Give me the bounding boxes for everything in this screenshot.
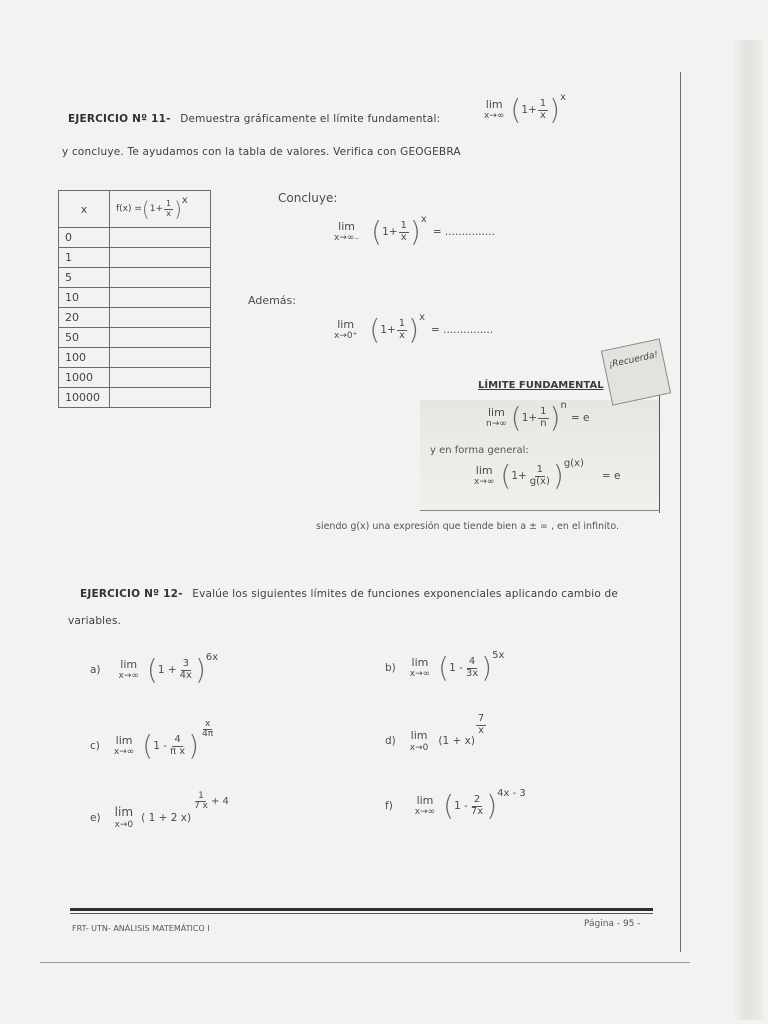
footer-rule xyxy=(70,908,653,911)
answer-blank[interactable]: = ............... xyxy=(432,226,495,238)
exercise-item-a: a) lim x→∞ ( 1 + $\frac{3}{4x}$ ) 6x xyxy=(90,652,219,686)
ex12-text: Evalúe los siguientes límites de funciones exponenciales aplicando cambio de xyxy=(192,588,619,600)
lim-label: lim x→∞ xyxy=(484,97,505,122)
table-cell-fx[interactable] xyxy=(110,308,211,328)
table-header-x: x xyxy=(59,191,110,228)
table-cell-fx[interactable] xyxy=(110,388,211,408)
table-cell-fx[interactable] xyxy=(110,368,211,388)
footer-rule xyxy=(70,913,653,914)
fundamental-title: LÍMITE FUNDAMENTAL xyxy=(478,380,604,391)
table-row-x: 10000 xyxy=(59,388,110,408)
table-row-x: 1 xyxy=(59,248,110,268)
general-form-label: y en forma general: xyxy=(430,445,529,456)
limit-to-zero-plus: lim x→0⁺ ( 1+ $\frac{1}{x}$ ) x = ............... xyxy=(334,312,494,346)
footer-course: FRT- UTN- ANÁLISIS MATEMÁTICO I xyxy=(72,924,210,933)
exercise-item-e: e) lim x→0 ( 1 + 2 x) $\frac{1}{7 x}$ + 4 xyxy=(90,791,229,830)
concluye-label: Concluye: xyxy=(278,191,338,205)
answer-blank[interactable]: = ............... xyxy=(431,324,494,336)
exercise-item-d: d) lim x→0 (1 + x) $\frac{7}{x}$ xyxy=(385,713,485,753)
table-header-fx: f(x) = ( 1+ $\frac{1}{x}$ ) x xyxy=(110,191,211,228)
page-border-right xyxy=(680,72,681,952)
box-border xyxy=(659,395,660,513)
ademas-label: Además: xyxy=(248,294,296,307)
reminder-sticky-note: ¡Recuerda! xyxy=(601,338,671,405)
ex11-heading xyxy=(68,113,440,125)
table-cell-fx[interactable] xyxy=(110,248,211,268)
ex11-limit-formula: lim x→∞ ( 1+ $\frac{1}{x}$ ) x xyxy=(484,92,567,126)
page-border-bottom xyxy=(40,962,690,963)
table-row-x: 0 xyxy=(59,228,110,248)
ex12-line2: variables. xyxy=(68,615,122,627)
table-cell-fx[interactable] xyxy=(110,328,211,348)
exercise-item-b: b) lim x→∞ ( 1 - $\frac{4}{3x}$ ) 5x xyxy=(385,650,505,684)
exercise-item-c: c) lim x→∞ ( 1 - $\frac{4}{\text{π x}}$ ) $\frac{x}{4\pi}$ xyxy=(90,719,214,762)
table-row-x: 20 xyxy=(59,308,110,328)
table-row-x: 5 xyxy=(59,268,110,288)
table-row-x: 100 xyxy=(59,348,110,368)
ex12-heading xyxy=(80,588,618,600)
box-border xyxy=(420,510,660,511)
table-cell-fx[interactable] xyxy=(110,288,211,308)
table-cell-fx[interactable] xyxy=(110,228,211,248)
fundamental-note: siendo g(x) una expresión que tiende bien a ± ∞ , en el infinito. xyxy=(316,521,620,532)
fundamental-limit-g: lim x→∞ ( 1+ $\frac{1}{g(x)}$ ) g(x) = e xyxy=(474,458,621,492)
table-row-x: 50 xyxy=(59,328,110,348)
values-table xyxy=(58,190,211,408)
ex12-label: EJERCICIO Nº 12- xyxy=(80,588,183,600)
page-number: Página - 95 - xyxy=(584,919,641,929)
ex11-line2: y concluye. Te ayudamos con la tabla de valores. Verifica con GEOGEBRA xyxy=(62,146,461,158)
table-cell-fx[interactable] xyxy=(110,268,211,288)
fundamental-limit-n: lim n→∞ ( 1+ $\frac{1}{n}$ ) n = e xyxy=(486,400,590,434)
table-cell-fx[interactable] xyxy=(110,348,211,368)
exercise-item-f: f) lim x→∞ ( 1 - $\frac{2}{7x}$ ) 4x - 3 xyxy=(385,788,526,822)
table-row-x: 1000 xyxy=(59,368,110,388)
table-row-x: 10 xyxy=(59,288,110,308)
ex11-label: EJERCICIO Nº 11- xyxy=(68,113,171,125)
ex11-text: Demuestra gráficamente el límite fundamental: xyxy=(180,113,441,125)
scan-edge xyxy=(735,40,763,1020)
limit-to-minus-infinity: lim x→∞₋ ( 1+ $\frac{1}{x}$ ) x = ............... xyxy=(334,214,495,248)
